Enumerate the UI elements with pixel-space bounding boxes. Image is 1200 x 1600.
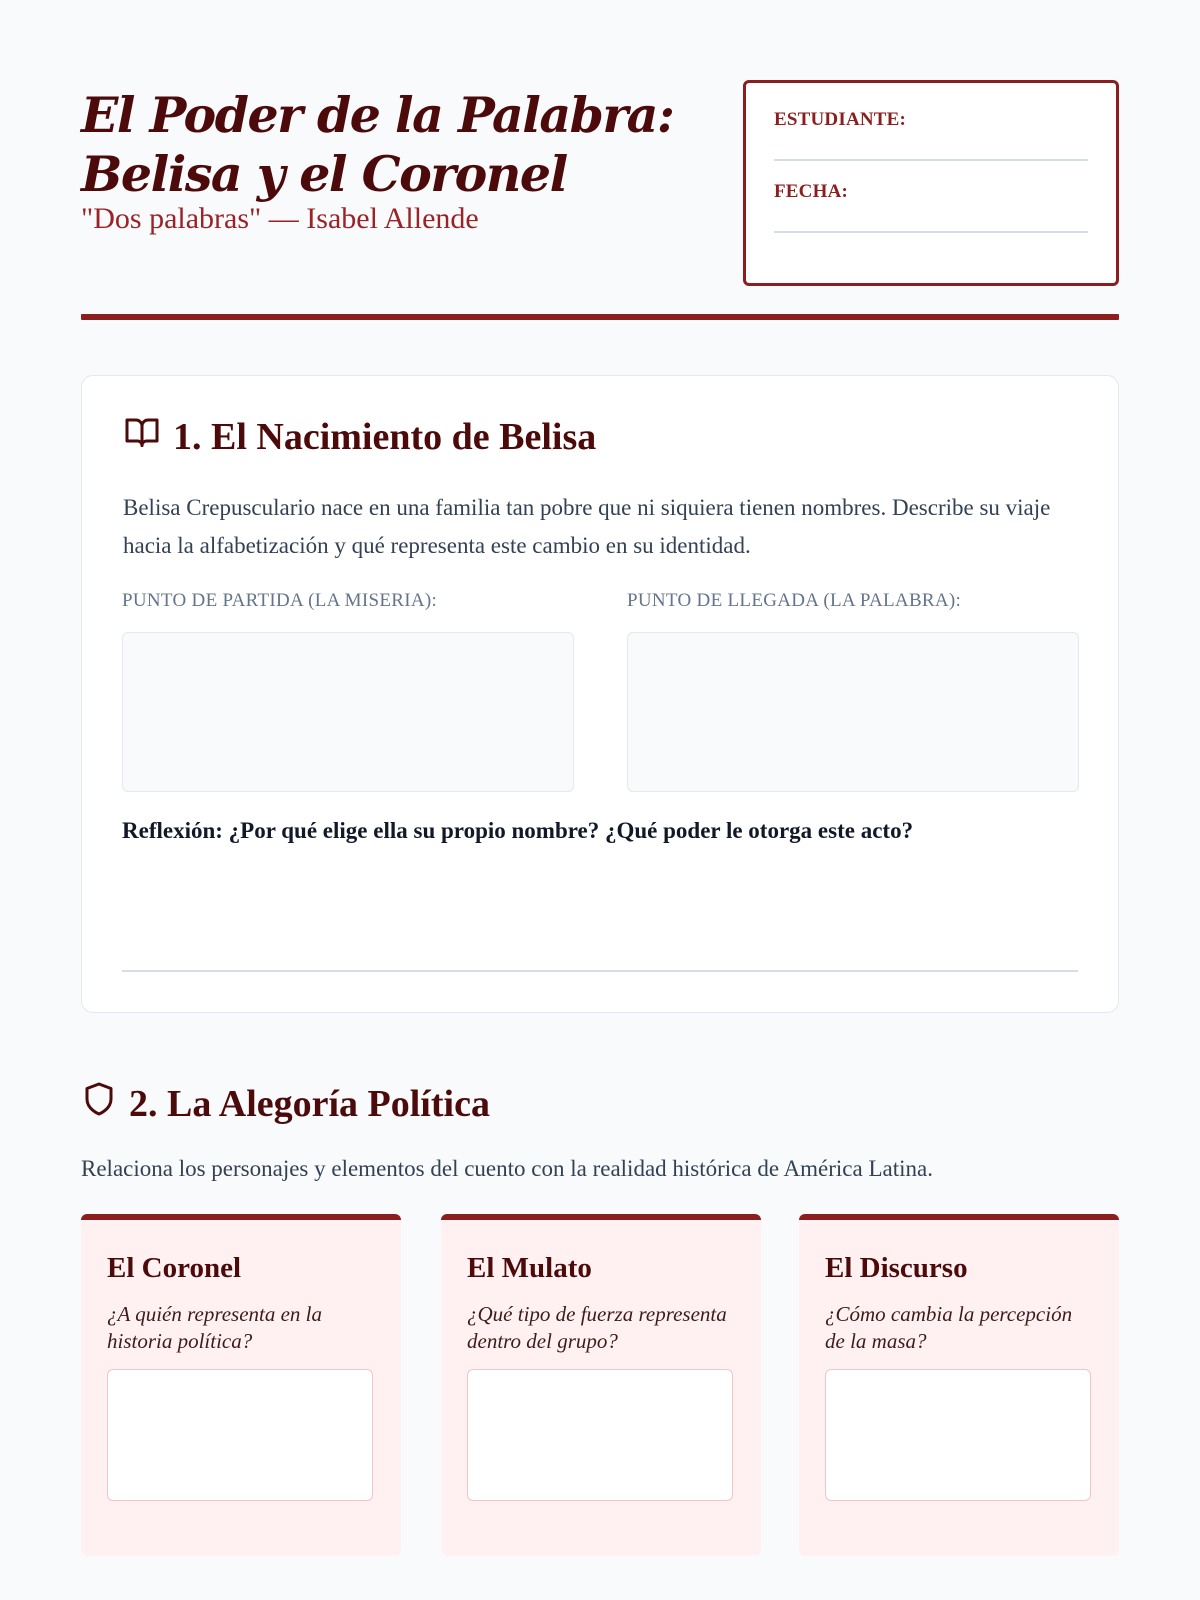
allegory-card-mulato bbox=[441, 1214, 761, 1556]
allegory-cards bbox=[81, 1214, 1119, 1556]
card-answer-box[interactable] bbox=[825, 1369, 1091, 1501]
card-title: El Coronel bbox=[107, 1252, 241, 1284]
arrival-point-label: PUNTO DE LLEGADA (LA PALABRA): bbox=[627, 590, 962, 611]
card-title: El Discurso bbox=[825, 1252, 968, 1284]
page-subtitle: "Dos palabras" — Isabel Allende bbox=[81, 202, 479, 235]
title-line-2: Belisa y el Coronel bbox=[81, 145, 567, 203]
date-field[interactable] bbox=[774, 231, 1088, 233]
student-label: ESTUDIANTE: bbox=[774, 109, 907, 130]
card-answer-box[interactable] bbox=[467, 1369, 733, 1501]
section-1-description: Belisa Crepusculario nace en una familia tan pobre que ni siquiera tienen nombres. Describe su viaje hacia la alfabetización y qué representa este cambio en su identidad. bbox=[123, 495, 1051, 558]
section-2-title-text: 2. La Alegoría Política bbox=[129, 1083, 490, 1125]
date-label: FECHA: bbox=[774, 181, 849, 202]
reflection-question: Reflexión: ¿Por qué elige ella su propio nombre? ¿Qué poder le otorga este acto? bbox=[122, 818, 914, 843]
card-answer-box[interactable] bbox=[107, 1369, 373, 1501]
header bbox=[81, 80, 1119, 285]
allegory-card-coronel bbox=[81, 1214, 401, 1556]
card-question: ¿Cómo cambia la percepción de la masa? bbox=[825, 1302, 1073, 1353]
page-title bbox=[81, 86, 674, 204]
section-1-title-text: 1. El Nacimiento de Belisa bbox=[173, 416, 597, 458]
section-2-description: Relaciona los personajes y elementos del cuento con la realidad histórica de América Latina. bbox=[81, 1156, 933, 1181]
shield-icon bbox=[81, 1080, 129, 1128]
allegory-card-discurso bbox=[799, 1214, 1119, 1556]
starting-point-answer-box[interactable] bbox=[122, 632, 574, 792]
section-1-title bbox=[123, 414, 596, 460]
card-question: ¿A quién representa en la historia política? bbox=[107, 1302, 323, 1353]
title-line-1: El Poder de la Palabra: bbox=[81, 86, 674, 144]
starting-point-label: PUNTO DE PARTIDA (LA MISERIA): bbox=[122, 590, 438, 611]
header-divider bbox=[81, 314, 1119, 320]
student-name-field[interactable] bbox=[774, 159, 1088, 161]
reflection-answer-line[interactable] bbox=[122, 970, 1078, 972]
section-2-title bbox=[81, 1080, 490, 1128]
student-info-box bbox=[743, 80, 1119, 286]
book-open-icon bbox=[123, 414, 173, 460]
card-question: ¿Qué tipo de fuerza representa dentro del grupo? bbox=[467, 1302, 727, 1353]
card-title: El Mulato bbox=[467, 1252, 592, 1284]
arrival-point-answer-box[interactable] bbox=[627, 632, 1079, 792]
